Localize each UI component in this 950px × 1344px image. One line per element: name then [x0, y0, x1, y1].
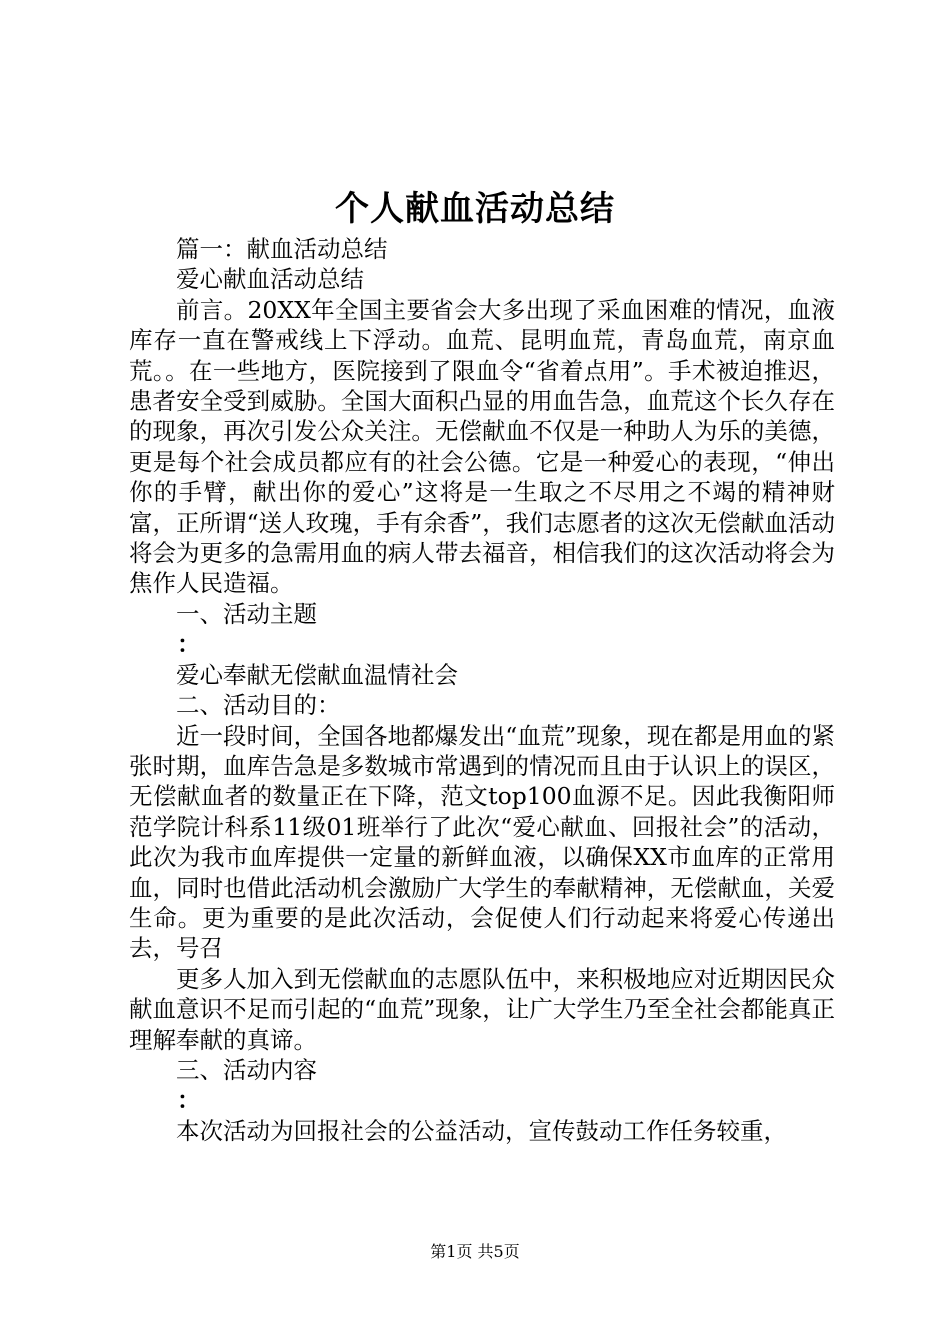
colon-line: ： [177, 630, 201, 659]
colon-line: ： [177, 1086, 201, 1115]
body-paragraph: 前言。20XX年全国主要省会大多出现了采血困难的情况，血液库存一直在警戒线上下浮动。血荒、昆明血荒，青岛血荒，南京血荒。。在一些地方，医院接到了限血令“省着点用”。手术被迫推迟，患者安全受到威胁。全国大面积凸显的用血告急，血荒这个长久存在的现象，再次引发公众关注。无偿献血不仅是一种助人为乐的美德，更是每个社会成员都应有的社会公德。它是一种爱心的表现，“伸出你的手臂，献出你的爱心”这将是一生取之不尽用之不竭的精神财富，正所谓“送人玫瑰，手有余香”，我们志愿者的这次无偿献血活动将会为更多的急需用血的病人带去福音，相信我们的这次活动将会为焦作人民造福。 [129, 295, 835, 598]
theme-text: 爱心奉献无偿献血温情社会 [176, 660, 458, 689]
document-body [129, 234, 835, 1146]
document-title: 个人献血活动总结 [335, 189, 615, 229]
section-heading: 三、活动内容 [176, 1055, 317, 1084]
section-heading: 一、活动主题 [176, 599, 317, 628]
body-paragraph: 近一段时间，全国各地都爆发出“血荒”现象，现在都是用血的紧张时期，血库告急是多数城市常遇到的情况而且由于认识上的误区，无偿献血者的数量正在下降，范文top100血源不足。因此我衡阳师范学院计科系11级01班举行了此次“爱心献血、回报社会”的活动，此次为我市血库提供一定量的新鲜血液，以确保XX市血库的正常用血，同时也借此活动机会激励广大学生的奉献精神，无偿献血，关爱生命。更为重要的是此次活动，会促使人们行动起来将爱心传递出去，号召 [129, 721, 835, 963]
page-footer: 第1页 共5页 [430, 1242, 520, 1261]
subtitle: 爱心献血活动总结 [176, 265, 364, 294]
body-paragraph: 更多人加入到无偿献血的志愿队伍中，来积极地应对近期因民众献血意识不足而引起的“血荒”现象，让广大学生乃至全社会都能真正理解奉献的真谛。 [129, 964, 835, 1054]
body-paragraph: 本次活动为回报社会的公益活动，宣传鼓动工作任务较重， [176, 1116, 787, 1145]
section-heading: 篇一：献血活动总结 [176, 235, 388, 263]
section-heading: 二、活动目的： [176, 691, 341, 720]
